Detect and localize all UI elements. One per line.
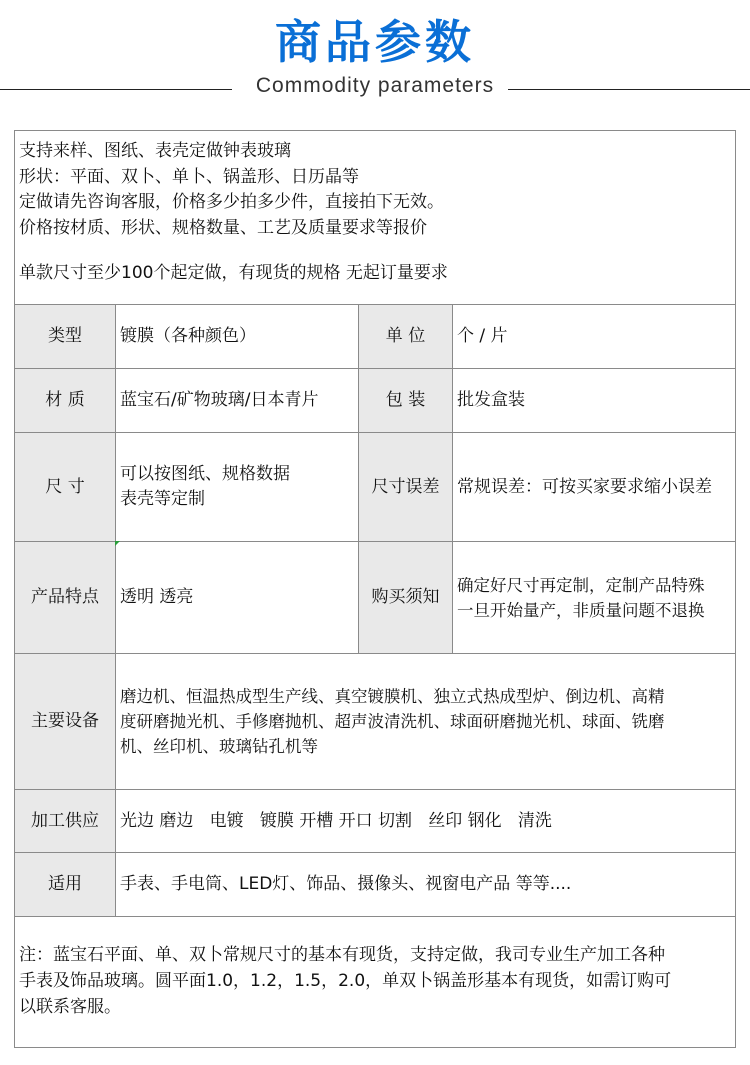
- page-subtitle: Commodity parameters: [255, 74, 495, 97]
- tolerance-label-text: 尺寸误差: [371, 476, 440, 497]
- intro-spacer: [19, 241, 735, 261]
- features-label-text: 产品特点: [31, 587, 99, 607]
- intro-line-1: 支持来样、图纸、表壳定做钟表玻璃: [19, 141, 291, 161]
- intro-section: [15, 131, 735, 305]
- purchase-notice-value: [453, 542, 735, 654]
- intro-moq: 单款尺寸至少100个起定做，有现货的规格 无起订量要求: [19, 263, 448, 283]
- equipment-line-1: 磨边机、恒温热成型生产线、真空镀膜机、独立式热成型炉、倒边机、高精: [120, 687, 665, 706]
- page-title: 商品参数: [275, 15, 475, 69]
- purchase-notice-label: [359, 542, 453, 654]
- processing-value: [116, 790, 735, 853]
- packaging-value: [453, 369, 735, 433]
- features-label: [15, 542, 116, 654]
- packaging-label-text: 包 装: [385, 390, 426, 410]
- size-value-line-1: 可以按图纸、规格数据: [120, 464, 290, 484]
- material-label-text: 材 质: [45, 390, 85, 410]
- packaging-value-text: 批发盒装: [457, 390, 525, 410]
- packaging-label: [359, 369, 453, 433]
- type-value: [116, 305, 359, 369]
- applicable-value: [116, 853, 735, 917]
- unit-value: [453, 305, 735, 369]
- purchase-notice-label-text: 购买须知: [371, 587, 440, 607]
- footnote-line-1: 注：蓝宝石平面、单、双卜常规尺寸的基本有现货，支持定做，我司专业生产加工各种: [19, 945, 665, 965]
- applicable-label-text: 适用: [48, 874, 82, 894]
- parameters-table: [14, 130, 736, 1048]
- applicable-label: [15, 853, 116, 917]
- equipment-line-3: 机、丝印机、玻璃钻孔机等: [120, 737, 318, 756]
- processing-label-text: 加工供应: [31, 810, 99, 831]
- intro-line-2: 形状：平面、双卜、单卜、锅盖形、日历晶等: [19, 166, 359, 187]
- purchase-notice-lines: [457, 573, 705, 623]
- size-value: [116, 433, 359, 542]
- purchase-notice-line-2: 一旦开始量产，非质量问题不退换: [457, 600, 705, 620]
- type-label: [15, 305, 116, 369]
- equipment-line-2: 度研磨抛光机、手修磨抛机、超声波清洗机、球面研磨抛光机、球面、铣磨: [120, 712, 665, 731]
- footnote-line-3: 以联系客服。: [19, 997, 121, 1017]
- size-value-line-2: 表壳等定制: [120, 489, 205, 509]
- rule-right: [508, 89, 750, 90]
- size-label: [15, 433, 116, 542]
- features-value-text: 透明 透亮: [120, 587, 194, 607]
- applicable-value-text: 手表、手电筒、LED灯、饰品、摄像头、视窗电产品 等等....: [120, 874, 572, 894]
- features-value: [116, 542, 359, 654]
- equipment-lines: [120, 684, 665, 759]
- material-value: [116, 369, 359, 433]
- equipment-label-text: 主要设备: [31, 711, 99, 731]
- processing-label: [15, 790, 116, 853]
- tolerance-value: [453, 433, 735, 542]
- size-value-lines: [120, 462, 290, 512]
- tolerance-value-text: 常规误差：可按买家要求缩小误差: [457, 476, 712, 497]
- purchase-notice-line-1: 确定好尺寸再定制，定制产品特殊: [457, 575, 705, 595]
- intro-line-3: 定做请先咨询客服，价格多少拍多少件，直接拍下无效。: [19, 192, 444, 212]
- type-value-text: 镀膜（各种颜色）: [120, 326, 256, 346]
- intro-line-4: 价格按材质、形状、规格数量、工艺及质量要求等报价: [19, 217, 427, 238]
- material-value-text: 蓝宝石/矿物玻璃/日本青片: [120, 390, 319, 410]
- material-label: [15, 369, 116, 433]
- footnote-line-2: 手表及饰品玻璃。圆平面1.0，1.2，1.5，2.0，单双卜锅盖形基本有现货，如需订购可: [19, 971, 672, 991]
- cell-corner-marker: [115, 541, 120, 546]
- equipment-label: [15, 654, 116, 790]
- unit-value-text: 个 / 片: [457, 326, 508, 346]
- unit-label: [359, 305, 453, 369]
- type-label-text: 类型: [48, 326, 82, 346]
- footnote: [15, 917, 735, 1047]
- tolerance-label: [359, 433, 453, 542]
- size-label-text: 尺 寸: [45, 476, 85, 497]
- unit-label-text: 单 位: [385, 326, 426, 346]
- processing-value-text: 光边 磨边 电镀 镀膜 开槽 开口 切割 丝印 钢化 清洗: [120, 810, 552, 831]
- equipment-value: [116, 654, 735, 790]
